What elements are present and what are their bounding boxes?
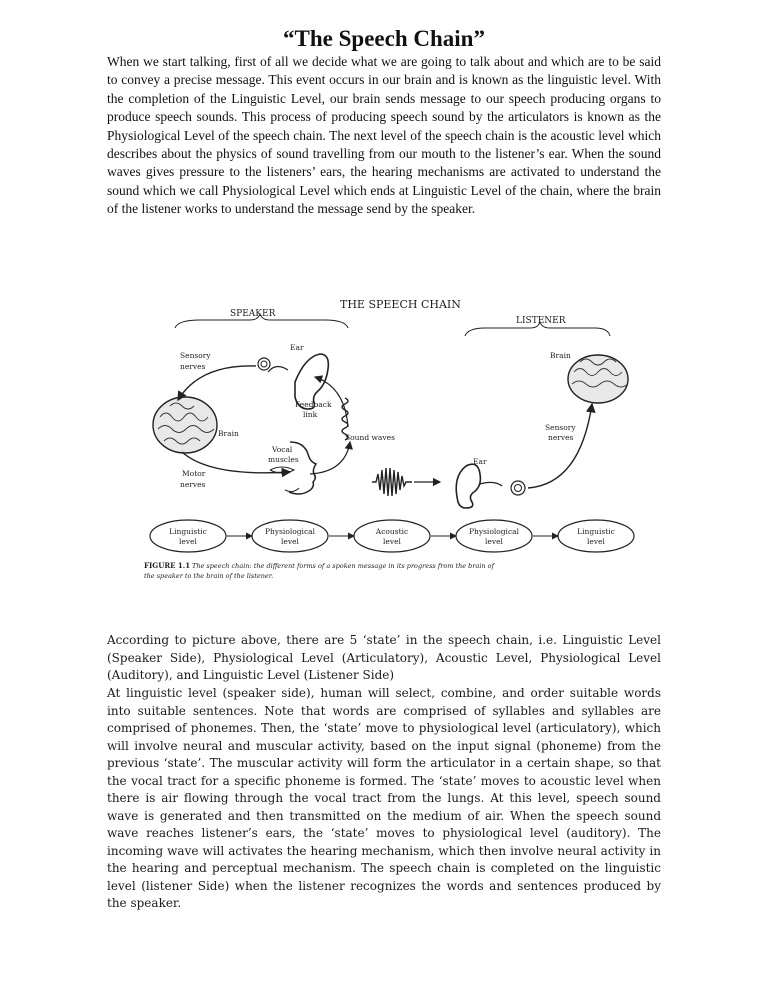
figure-caption-line2: the speaker to the brain of the listener. [144, 572, 274, 580]
listener-brain-icon [568, 355, 628, 403]
listener-ear-icon [456, 464, 525, 508]
ear-speaker-label: Ear [290, 343, 304, 352]
vocal-muscles-label-line2: muscles [268, 455, 299, 464]
motor-nerves-label-line1: Motor [182, 469, 206, 478]
intro-paragraph: When we start talking, first of all we decide what we are going to talk about and which are to be said to convey a precise message. This event occurs in our brain and is known as the linguistic level. With the completion of the Linguistic Level, our brain sends message to our speech producing organs to produce speech sounds. This process of producing speech sound by the articulators is known as the Physiological Level of the speech chain. The next level of the speech chain is the acoustic level which describes about the physics of sound travelling from our mouth to the listener’s ear. When the sound waves gives pressure to the listeners’ ears, the hearing mechanisms are activated to understand the sound which we call Physiological Level which ends at Linguistic Level of the chain, where the brain of the listener works to understand the message send by the speaker. [107, 54, 661, 217]
sensory-nerves-label-line2: nerves [180, 362, 206, 371]
level-ellipse-2 [252, 520, 328, 552]
figure-heading: THE SPEECH CHAIN [340, 298, 461, 311]
level-1-line1: Linguistic [169, 527, 207, 536]
level-ellipse-1 [150, 520, 226, 552]
motor-nerves-label-line2: nerves [180, 480, 206, 489]
sensory-listener-label-line1: Sensory [545, 423, 576, 432]
speaker-label: SPEAKER [230, 309, 276, 319]
speaker-brain-icon [153, 397, 217, 453]
brain-listener-label: Brain [550, 351, 571, 360]
level-5-line1: Linguistic [577, 527, 615, 536]
speech-chain-figure [140, 292, 640, 592]
speech-chain-diagram [140, 292, 640, 592]
feedback-link-label-line1: Feedback [295, 400, 332, 409]
level-5-line2: level [587, 537, 605, 546]
brain-speaker-label: Brain [218, 429, 239, 438]
level-3-line2: level [383, 537, 401, 546]
level-2-line1: Physiological [264, 527, 316, 536]
level-row [150, 520, 634, 552]
ear-listener-label: Ear [473, 457, 487, 466]
figure-caption-line1: The speech chain: the different forms of a spoken message in its progress from the brain of [192, 562, 494, 570]
level-ellipse-4 [456, 520, 532, 552]
level-1-line2: level [179, 537, 197, 546]
level-3-line1: Acoustic [375, 527, 409, 536]
sensory-nerves-label-line1: Sensory [180, 351, 211, 360]
figure-caption-label: FIGURE 1.1 [144, 561, 191, 570]
feedback-link-label-line2: link [303, 410, 318, 419]
level-4-line2: level [485, 537, 503, 546]
page-title: “The Speech Chain” [283, 26, 485, 51]
states-paragraph: According to picture above, there are 5 ‘state’ in the speech chain, i.e. Linguistic Level (Speaker Side), Physiological Level (Articulatory), Acoustic Level, Physiological Level (Auditory), and Linguistic Level (Listener Side) [107, 633, 661, 682]
listener-label: LISTENER [516, 316, 566, 326]
mouth-to-waves-path [310, 442, 350, 474]
explanation-paragraph: At linguistic level (speaker side), human will select, combine, and order suitable words into suitable sentences. Note that words are comprised of syllables and syllables are comprised of phonemes. Then, the ‘state’ move to physiological level (articulatory), which will involve neural and muscular activity, based on the input signal (phoneme) from the previous ‘state’. The muscular activity will form the articulator in a certain shape, so that the vocal tract for a specific phoneme is formed. The ‘state’ moves to acoustic level when there is air flowing through the vocal tract from the lungs. At this level, speech sound wave is generated and then transmitted on the medium of air. When the speech sound wave reaches listener’s ears, the ‘state’ moves to physiological level (auditory). The incoming wave will activates the hearing mechanism, which then involve neural activity in the hearing and perceptual mechanism. The speech chain is completed on the linguistic level (listener Side) when the listener recognizes the words and sentences produced by the speaker. [107, 686, 661, 910]
level-2-line2: level [281, 537, 299, 546]
level-4-line1: Physiological [468, 527, 520, 536]
sound-waves-label: Sound waves [345, 433, 395, 442]
sound-wave [372, 468, 412, 496]
level-ellipse-5 [558, 520, 634, 552]
listener-sensory-path [528, 404, 592, 488]
sensory-nerve-path [178, 366, 256, 400]
sensory-listener-label-line2: nerves [548, 433, 574, 442]
vocal-muscles-label-line1: Vocal [272, 445, 293, 454]
level-ellipse-3 [354, 520, 430, 552]
